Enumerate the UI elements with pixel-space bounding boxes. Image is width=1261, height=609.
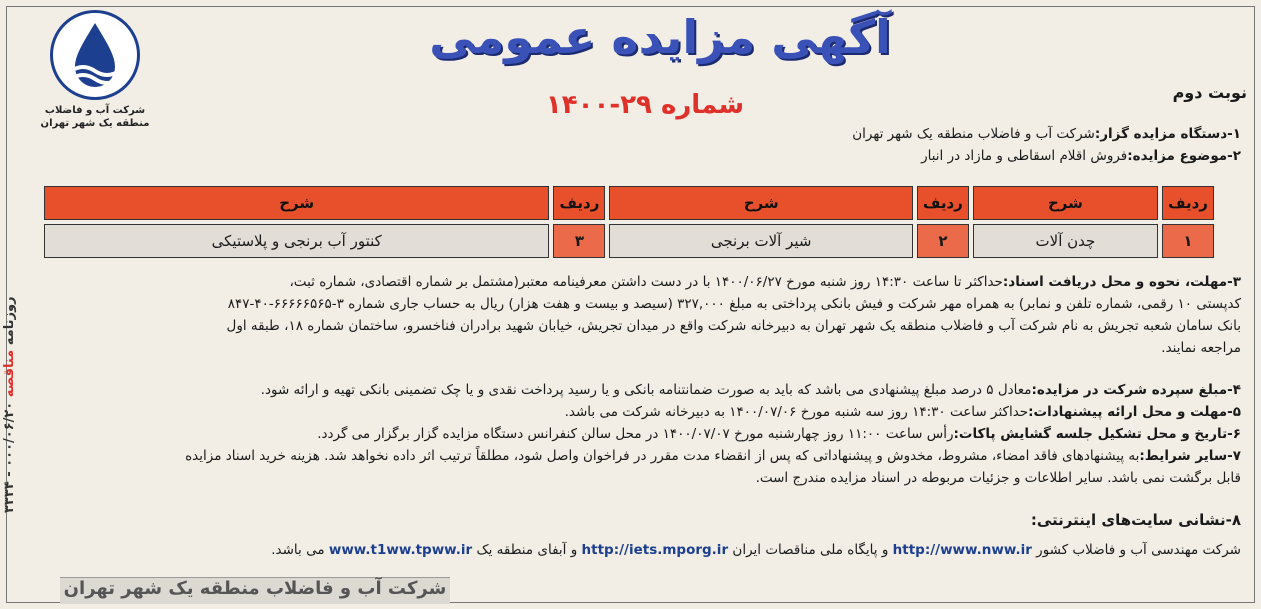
footer-company-name: شرکت آب و فاضلاب منطقه یک شهر تهران — [60, 577, 450, 604]
section-8-label: ۸-نشانی سایت‌های اینترنتی: — [1030, 511, 1241, 529]
ad-title: آگهی مزایده عمومی — [429, 10, 891, 64]
iets-link[interactable]: http://iets.mporg.ir — [581, 542, 729, 558]
section-4 — [261, 380, 1241, 400]
section-6-text: رأس ساعت ۱۱:۰۰ روز چهارشنبه مورخ ۱۴۰۰/۰۷/۰۷ در محل سالن کنفرانس دستگاه مزایده گزار برگزار می گردد. — [317, 426, 954, 442]
issue-number: ۰۰۰/۰۶/۲۰ - ۳۳۳۴ — [2, 402, 17, 514]
row-number: ۱ — [1162, 224, 1214, 258]
section-7-label: ۷-سایر شرایط: — [1139, 448, 1241, 464]
header-cell: ردیف — [917, 186, 969, 220]
section-2-text: فروش اقلام اسقاطی و مازاد در انبار — [921, 148, 1128, 164]
section-5 — [565, 402, 1241, 422]
section-3-line-1 — [289, 272, 1241, 292]
section-8-links — [271, 540, 1241, 560]
header-cell: شرح — [44, 186, 549, 220]
paper-brand: مناقصه — [2, 350, 17, 398]
items-table — [40, 182, 1218, 262]
water-drop-icon — [50, 10, 140, 100]
newspaper-side-strip — [2, 270, 24, 540]
section-8-text-2: و پایگاه ملی مناقصات ایران — [732, 542, 889, 558]
section-1-label: ۱-دستگاه مزایده گزار: — [1094, 126, 1241, 142]
paper-name: روزنامه — [2, 296, 17, 346]
round-label: نوبت دوم — [1172, 83, 1247, 102]
tpww-link[interactable]: www.t1ww.tpww.ir — [328, 542, 473, 558]
section-8-text-4: می باشد. — [271, 542, 325, 558]
row-number: ۲ — [917, 224, 969, 258]
section-7-text: به پیشنهادهای فاقد امضاء، مشروط، مخدوش و پیشنهاداتی که پس از انقضاء مدت مقرر در فراخوان واصل شود، مطلقاً ترتیب اثر داده نخواهد شد. هزینه خرید اسناد مزایده — [185, 448, 1140, 464]
section-8 — [1031, 510, 1241, 530]
section-3-line-2: کدپستی ۱۰ رقمی، شماره تلفن و نمابر) به همراه مهر شرکت و فیش بانکی پرداختی به مبلغ ۳۲۷,۰۰۰ (سیصد و بیست و هفت هزار) ریال به حساب جاری شماره ۳-۶۶۶۶۶۵۶۵-۴۰-۸۴۷ — [227, 296, 1241, 312]
section-5-label: ۵-مهلت و محل ارائه پیشنهادات: — [1028, 404, 1241, 420]
section-1 — [852, 124, 1241, 144]
section-7-line-1 — [185, 446, 1241, 466]
section-8-text-1: شرکت مهندسی آب و فاضلاب کشور — [1036, 542, 1241, 558]
section-6-label: ۶-تاریخ و محل تشکیل جلسه گشایش پاکات: — [953, 426, 1241, 442]
section-5-text: حداکثر ساعت ۱۴:۳۰ روز سه شنبه مورخ ۱۴۰۰/۰۷/۰۶ به دبیرخانه شرکت می باشد. — [564, 404, 1029, 420]
section-3-line-3: بانک سامان شعبه تجریش به نام شرکت آب و فاضلاب منطقه یک شهر تهران به دبیرخانه شرکت واقع در میدان تجریش، خیابان شهید برادران فناخسرو، ساختمان شماره ۱۸، طبقه اول — [226, 318, 1241, 334]
section-3-line-4: مراجعه نمایند. — [1161, 340, 1241, 356]
section-4-text: معادل ۵ درصد مبلغ پیشنهادی می باشد که باید به صورت ضمانتنامه بانکی و یا رسید پرداخت نقدی و یا چک تضمینی بانکی تهیه و ارائه شود. — [260, 382, 1032, 398]
section-3-label: ۳-مهلت، نحوه و محل دریافت اسناد: — [1002, 274, 1241, 290]
header-cell: ردیف — [553, 186, 605, 220]
section-8-text-3: و آبفای منطقه یک — [476, 542, 578, 558]
row-description: شیر آلات برنجی — [609, 224, 912, 258]
section-3-text: حداکثر تا ساعت ۱۴:۳۰ روز شنبه مورخ ۱۴۰۰/۰۶/۲۷ با در دست داشتن معرفینامه معتبر(مشتمل بر شماره اقتصادی، شماره ثبت، — [289, 274, 1003, 290]
section-2 — [921, 146, 1241, 166]
table-row — [44, 224, 1214, 258]
header-cell: شرح — [973, 186, 1158, 220]
row-description: چدن آلات — [973, 224, 1158, 258]
company-logo — [40, 10, 150, 130]
row-number: ۳ — [553, 224, 605, 258]
header-cell: شرح — [609, 186, 912, 220]
section-1-text: شرکت آب و فاضلاب منطقه یک شهر تهران — [852, 126, 1095, 142]
section-4-label: ۴-مبلغ سپرده شرکت در مزایده: — [1031, 382, 1241, 398]
items-table-header — [44, 186, 1214, 220]
logo-caption-1: شرکت آب و فاضلاب — [44, 105, 146, 116]
section-7-line-2: قابل برگشت نمی باشد. سایر اطلاعات و جزئیات مربوطه در اسناد مزایده مندرج است. — [755, 470, 1241, 486]
ad-number: شماره ۲۹-۱۴۰۰ — [545, 90, 745, 120]
row-description: کنتور آب برنجی و پلاستیکی — [44, 224, 549, 258]
logo-caption-2: منطقه یک شهر تهران — [40, 118, 150, 129]
section-2-label: ۲-موضوع مزایده: — [1127, 148, 1241, 164]
nww-link[interactable]: http://www.nww.ir — [892, 542, 1032, 558]
header-cell: ردیف — [1162, 186, 1214, 220]
section-6 — [317, 424, 1241, 444]
